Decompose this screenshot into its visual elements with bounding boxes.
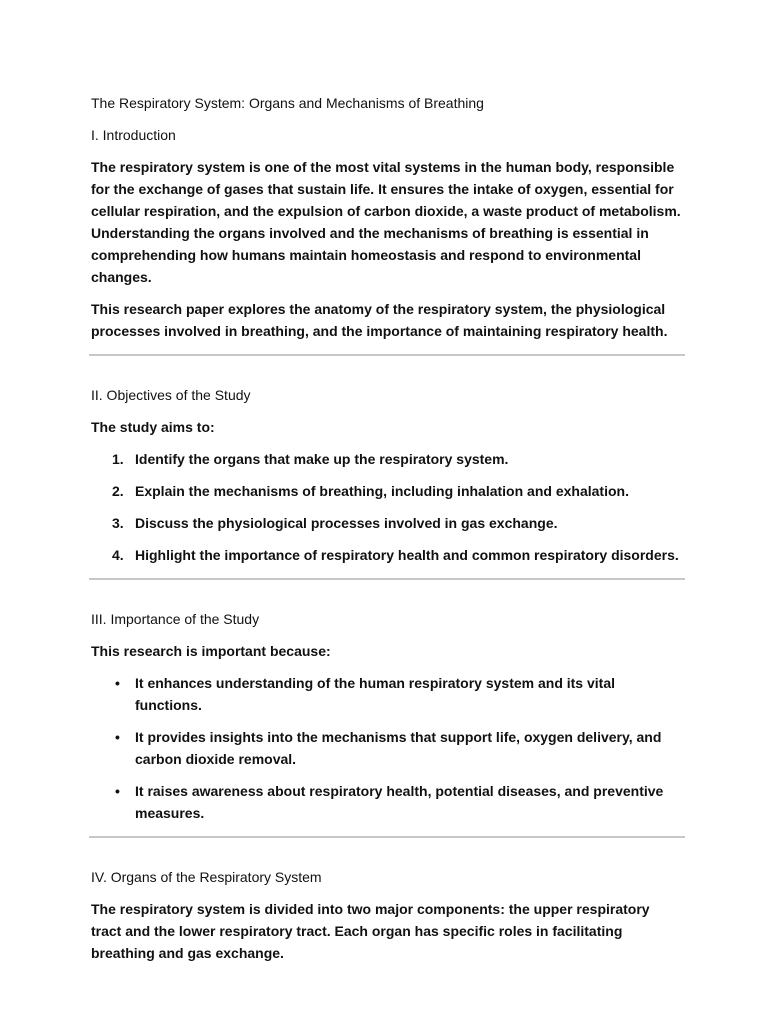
- list-item-number: 1.: [112, 451, 124, 467]
- section-heading-objectives: II. Objectives of the Study: [91, 387, 251, 403]
- intro-paragraph: The respiratory system is one of the most vital systems in the human body, responsible for the exchange of gases that sustain life. It ensures the intake of oxygen, essential for cellular respiration, and the expulsion of carbon dioxide, a waste product of metabolism. Understanding the organs involved and the mechanisms of breathing is essential in comprehending how humans maintain homeostasis and respond to environmental changes.: [91, 159, 681, 285]
- list-item: [91, 780, 681, 824]
- list-item-text: Discuss the physiological processes involved in gas exchange.: [135, 515, 558, 531]
- list-item-text: Explain the mechanisms of breathing, including inhalation and exhalation.: [135, 483, 629, 499]
- list-item-number: 3.: [112, 515, 124, 531]
- bullet-icon: •: [115, 729, 120, 745]
- list-item-text: Identify the organs that make up the respiratory system.: [135, 451, 509, 467]
- section-heading-organs: IV. Organs of the Respiratory System: [91, 869, 322, 885]
- bullet-icon: •: [115, 675, 120, 691]
- objectives-intro: The study aims to:: [91, 419, 215, 435]
- document-page: [91, 92, 681, 964]
- section-heading-importance: III. Importance of the Study: [91, 611, 260, 627]
- list-item: [91, 512, 681, 534]
- list-item-text: It provides insights into the mechanisms that support life, oxygen delivery, and carbon dioxide removal.: [135, 729, 662, 767]
- importance-list: [91, 672, 681, 824]
- list-item: [91, 726, 681, 770]
- list-item-text: It raises awareness about respiratory health, potential diseases, and preventive measures.: [135, 783, 664, 821]
- list-item: [91, 672, 681, 716]
- organs-paragraph: The respiratory system is divided into two major components: the upper respiratory tract and the lower respiratory tract. Each organ has specific roles in facilitating breathing and gas exchange.: [91, 901, 650, 961]
- list-item-number: 4.: [112, 547, 124, 563]
- document-title: The Respiratory System: Organs and Mechanisms of Breathing: [91, 95, 484, 111]
- section-divider: [89, 578, 685, 580]
- list-item-number: 2.: [112, 483, 124, 499]
- list-item-text: It enhances understanding of the human respiratory system and its vital functions.: [135, 675, 615, 713]
- intro-paragraph: This research paper explores the anatomy of the respiratory system, the physiological processes involved in breathing, and the importance of maintaining respiratory health.: [91, 301, 668, 339]
- objectives-list: [91, 448, 681, 566]
- list-item: [91, 448, 681, 470]
- importance-intro: This research is important because:: [91, 643, 331, 659]
- section-heading-introduction: I. Introduction: [91, 127, 176, 143]
- list-item: [91, 544, 681, 566]
- list-item: [91, 480, 681, 502]
- section-divider: [89, 354, 685, 356]
- bullet-icon: •: [115, 783, 120, 799]
- section-divider: [89, 836, 685, 838]
- list-item-text: Highlight the importance of respiratory health and common respiratory disorders.: [135, 547, 679, 563]
